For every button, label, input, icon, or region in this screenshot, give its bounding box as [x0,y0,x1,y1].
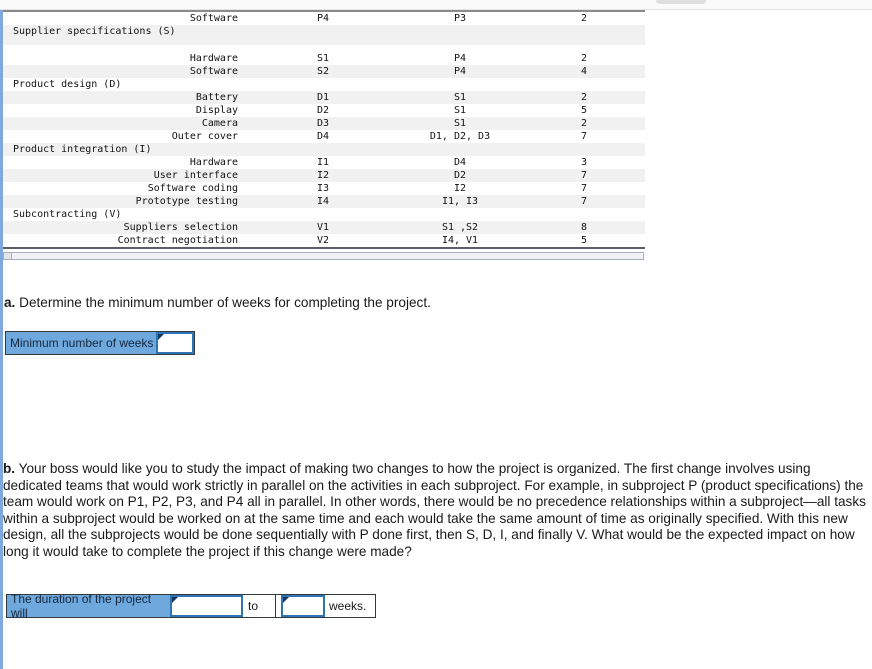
task-duration-cell: 2 [580,92,588,103]
task-row [3,169,645,182]
section-label: Product integration (I) [13,144,152,155]
task-predecessor-cell: I2 [453,183,467,194]
task-duration-cell: 2 [580,118,588,129]
task-predecessor-cell: D1, D2, D3 [429,131,491,142]
task-name-cell: Display [195,105,238,116]
task-row [3,12,645,25]
section-row [3,78,645,91]
task-row [3,234,645,247]
task-predecessor-cell: D4 [453,157,467,168]
task-name-cell: Outer cover [171,131,238,142]
section-label: Supplier specifications (S) [13,26,176,37]
task-predecessor-cell: D2 [453,170,467,181]
section-label: Subcontracting (V) [13,209,122,220]
task-row [3,182,645,195]
task-duration-cell: 7 [580,196,588,207]
task-id-cell: D1 [317,92,330,103]
activity-table-rows [3,12,645,247]
task-id-cell: D2 [317,105,330,116]
answer-a-input[interactable] [158,334,192,352]
question-a [4,295,704,310]
task-predecessor-cell: S1 ,S2 [441,222,479,233]
task-duration-cell: 7 [580,131,588,142]
task-id-cell: I4 [317,196,330,207]
question-b [3,461,869,561]
task-predecessor-cell: I1, I3 [441,196,479,207]
question-b-label: b. [3,461,16,476]
answer-b-to-label: to [243,595,276,617]
answer-b-input2-wrap [281,595,325,617]
task-duration-cell: 4 [580,66,588,77]
answer-a-box [5,331,195,355]
task-row [3,91,645,104]
section-label: Product design (D) [13,79,122,90]
task-name-cell: Hardware [189,53,238,64]
task-duration-cell: 3 [580,157,588,168]
task-name-cell: Prototype testing [135,196,238,207]
task-predecessor-cell: P4 [453,53,467,64]
spacer-row [3,45,645,52]
answer-b-weeks-label: weeks. [329,599,367,613]
task-row [3,65,645,78]
task-predecessor-cell: S1 [453,118,467,129]
task-name-cell: Hardware [189,157,238,168]
horizontal-scrollbar-thumb[interactable] [4,253,12,259]
task-id-cell: S2 [317,66,330,77]
task-id-cell: P4 [317,13,330,24]
task-predecessor-cell: I4, V1 [441,235,479,246]
task-name-cell: Contract negotiation [117,235,238,246]
question-a-label: a. [4,295,16,310]
task-predecessor-cell: P3 [453,13,467,24]
answer-a-input-wrap [156,332,194,354]
task-id-cell: I3 [317,183,330,194]
task-name-cell: Suppliers selection [123,222,238,233]
question-b-text: Your boss would like you to study the impact of making two changes to how the project is organized. The first change involves using dedicated teams that would work strictly in parallel on the activities in each subproject. For example, in subproject P (product specifications) the team would work on P1, P2, P3, and P4 all in parallel. In other words, there would be no precedence relationships within a subproject—all tasks within a subproject would be worked on at the same time and each would take the same amount of time as originally specified. With this new design, all the subprojects would be done sequentially with P done first, then S, D, I, and finally V. What would be the expected impact on how long it would take to complete the project if this change were made? [3,461,866,559]
question-a-text: Determine the minimum number of weeks for completing the project. [15,295,431,310]
answer-b-label: The duration of the project will [7,595,170,617]
task-row [3,195,645,208]
task-name-cell: Software [189,13,238,24]
section-row [3,143,645,156]
horizontal-scrollbar[interactable] [3,252,644,260]
task-id-cell: S1 [317,53,330,64]
task-id-cell: D3 [317,118,330,129]
answer-b-box [6,594,376,618]
activity-table [3,10,645,249]
answer-b-input-low[interactable] [172,597,241,615]
task-row [3,104,645,117]
task-duration-cell: 2 [580,13,588,24]
task-predecessor-cell: S1 [453,105,467,116]
top-bar [0,0,872,10]
task-id-cell: D4 [317,131,330,142]
task-name-cell: User interface [153,170,238,181]
answer-a-label: Minimum number of weeks [6,332,156,354]
task-duration-cell: 8 [580,222,588,233]
task-name-cell: Software coding [147,183,238,194]
task-predecessor-cell: P4 [453,66,467,77]
task-name-cell: Software [189,66,238,77]
task-id-cell: V1 [317,222,330,233]
task-id-cell: I1 [317,157,330,168]
task-row [3,52,645,65]
task-row [3,221,645,234]
answer-b-input1-wrap [170,595,243,617]
task-predecessor-cell: S1 [453,92,467,103]
task-duration-cell: 2 [580,53,588,64]
section-row [3,208,645,221]
task-row [3,130,645,143]
task-name-cell: Camera [201,118,238,129]
section-row [3,25,645,45]
task-row [3,117,645,130]
task-duration-cell: 5 [580,235,588,246]
task-row [3,156,645,169]
task-duration-cell: 7 [580,183,588,194]
task-duration-cell: 7 [580,170,588,181]
task-name-cell: Battery [195,92,238,103]
task-duration-cell: 5 [580,105,588,116]
task-id-cell: V2 [317,235,330,246]
answer-b-input-high[interactable] [283,597,323,615]
top-scrollbar-thumb[interactable] [656,0,706,4]
task-id-cell: I2 [317,170,330,181]
